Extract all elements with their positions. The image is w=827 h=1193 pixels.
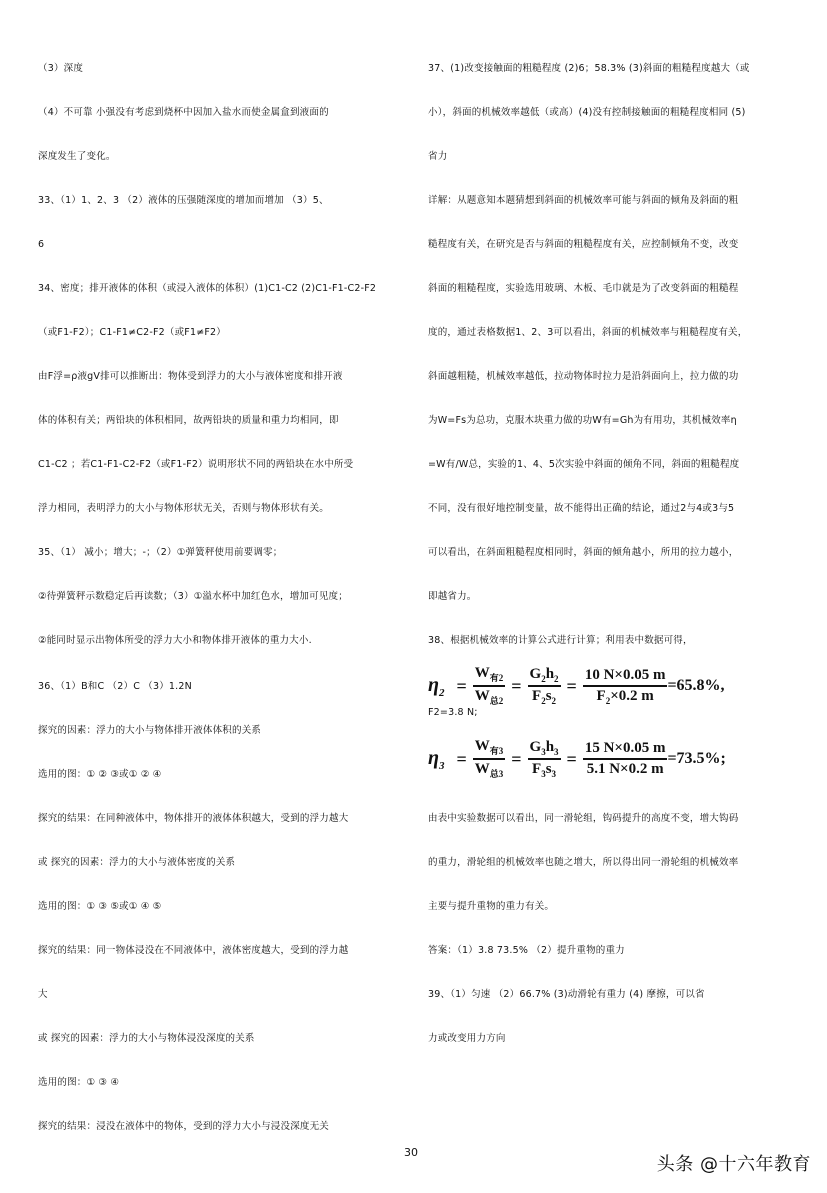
text-line: 选用的图：① ② ③或① ② ④ [38,769,162,780]
text-line: 选用的图：① ③ ④ [38,1077,120,1088]
text-line: 33、（1）1、2、3 （2）液体的压强随深度的增加而增加 （3）5、 [38,195,329,206]
text-line: 体的体积有关；两铅块的体积相同，故两铅块的质量和重力均相同，即 [38,415,339,426]
eta-symbol: $\eta_2$ [428,673,445,699]
text-line: =W有/W总，实验的1、4、5次实验中斜面的倾角不同，斜面的粗糙程度 [428,459,740,470]
text-line: 斜面的粗糙程度，实验选用玻璃、木板、毛巾就是为了改变斜面的粗糙程 [428,283,739,294]
text-line: 深度发生了变化。 [38,151,116,162]
text-line: 39、（1）匀速 （2）66.7% (3)动滑轮有重力 (4) 摩擦，可以省 [428,989,705,1000]
text-line: 省力 [428,151,448,162]
text-line: 36、（1）B和C （2）C （3）1.2N [38,681,192,692]
text-line: （4）不可靠 小强没有考虑到烧杯中因加入盐水而使金属盒到液面的 [38,107,329,118]
text-line: ②能同时显示出物体所受的浮力大小和物体排开液体的重力大小. [38,635,312,646]
text-line: 详解：从题意知本题猜想到斜面的机械效率可能与斜面的倾角及斜面的粗 [428,195,739,206]
text-line: 或 探究的因素：浮力的大小与液体密度的关系 [38,857,236,868]
text-line: 的重力，滑轮组的机械效率也随之增大，所以得出同一滑轮组的机械效率 [428,857,739,868]
text-line: ②待弹簧秤示数稳定后再读数；（3）①溢水杯中加红色水，增加可见度； [38,591,348,602]
text-line: 35、（1） 减小；增大；-；（2）①弹簧秤使用前要调零； [38,547,283,558]
efficiency-result: =73.5%; [667,750,726,767]
text-line: 可以看出，在斜面粗糙程度相同时，斜面的倾角越小，所用的拉力越小， [428,547,739,558]
text-line: 答案：（1）3.8 73.5% （2）提升重物的重力 [428,945,625,956]
text-line: 37、(1)改变接触面的粗糙程度 (2)6；58.3% (3)斜面的粗糙程度越大（或 [428,63,750,74]
gh-fs-ratio: $\frac{G_3h_3}{F_3s_3}$ [529,739,559,779]
value-ratio: $\frac{15 N\times 0.05 m}{5.1 N\times 0.2 m}$ [584,740,666,777]
text-line: 不同，没有很好地控制变量，故不能得出正确的结论，通过2与4或3与5 [428,503,735,514]
watermark: 头条 @十六年教育 [656,1154,811,1175]
text-line: 探究的因素：浮力的大小与物体排开液体体积的关系 [38,725,262,736]
work-ratio: $\frac{W_{有2}}{W_{总2}}$ [474,665,504,706]
eta-symbol: $\eta_3$ [428,746,445,772]
page-number: 30 [404,1146,418,1159]
text-line: 或 探究的因素：浮力的大小与物体浸没深度的关系 [38,1033,255,1044]
text-line: 度的，通过表格数据1、2、3可以看出，斜面的机械效率与粗糙程度有关， [428,327,748,338]
efficiency-formula-3: $\eta_3$ = $\frac{W_{有3}}{W_{总3}}$ = $\frac{G_3h_3}{F_3s_3}$ = $\frac{15 N\times 0.05 m}{5.1 N\times 0.2 m}$ =73.5%; [428,738,726,779]
text-line: （3）深度 [38,63,84,74]
text-line: 由表中实验数据可以看出，同一滑轮组，钩码提升的高度不变，增大钩码 [428,813,739,824]
value-ratio: $\frac{10 N\times 0.05 m}{F_2\times 0.2 m}$ [584,666,666,706]
text-line: 38、根据机械效率的计算公式进行计算；利用表中数据可得， [428,635,693,646]
text-line: 探究的结果：在同种液体中，物体排开的液体体积越大，受到的浮力越大 [38,813,349,824]
text-line: 探究的结果：同一物体浸没在不同液体中，液体密度越大，受到的浮力越 [38,945,349,956]
text-line: 探究的结果：浸没在液体中的物体，受到的浮力大小与浸没深度无关 [38,1121,330,1132]
text-line: 由F浮=ρ液gV排可以推断出：物体受到浮力的大小与液体密度和排开液 [38,371,343,382]
work-ratio: $\frac{W_{有3}}{W_{总3}}$ [474,738,504,779]
text-line: 糙程度有关，在研究是否与斜面的粗糙程度有关，应控制倾角不变，改变 [428,239,739,250]
text-line: 浮力相同，表明浮力的大小与物体形状无关，否则与物体形状有关。 [38,503,330,514]
efficiency-formula-2: $\eta_2$ = $\frac{W_{有2}}{W_{总2}}$ = $\frac{G_2h_2}{F_2s_2}$ = $\frac{10 N\times 0.05 m}{F_2\times 0.2 m}$ =65.8%, [428,665,725,706]
gh-fs-ratio: $\frac{G_2h_2}{F_2s_2}$ [529,666,559,706]
text-line: 选用的图：① ③ ⑤或① ④ ⑤ [38,901,162,912]
text-line: C1-C2 ；若C1-F1-C2-F2（或F1-F2）说明形状不同的两铅块在水中所受 [38,459,354,470]
efficiency-result: =65.8%, [667,677,725,694]
text-line: （或F1-F2）；C1-F1≠C2-F2（或F1≠F2） [38,327,226,338]
text-line: 为W=Fs为总功，克服木块重力做的功W有=Gh为有用功，其机械效率η [428,415,737,426]
formula-note: F2=3.8 N; [428,707,478,718]
text-line: 小），斜面的机械效率越低（或高）(4)没有控制接触面的粗糙程度相同 (5) [428,107,746,118]
text-line: 斜面越粗糙，机械效率越低，拉动物体时拉力是沿斜面向上，拉力做的功 [428,371,739,382]
text-line: 34、密度；排开液体的体积（或浸入液体的体积）(1)C1-C2 (2)C1-F1-C2-F2 [38,283,377,294]
text-line: 主要与提升重物的重力有关。 [428,901,555,912]
text-line: 大 [38,989,48,1000]
text-line: 6 [38,239,45,250]
text-line: 力或改变用力方向 [428,1033,506,1044]
text-line: 即越省力。 [428,591,477,602]
